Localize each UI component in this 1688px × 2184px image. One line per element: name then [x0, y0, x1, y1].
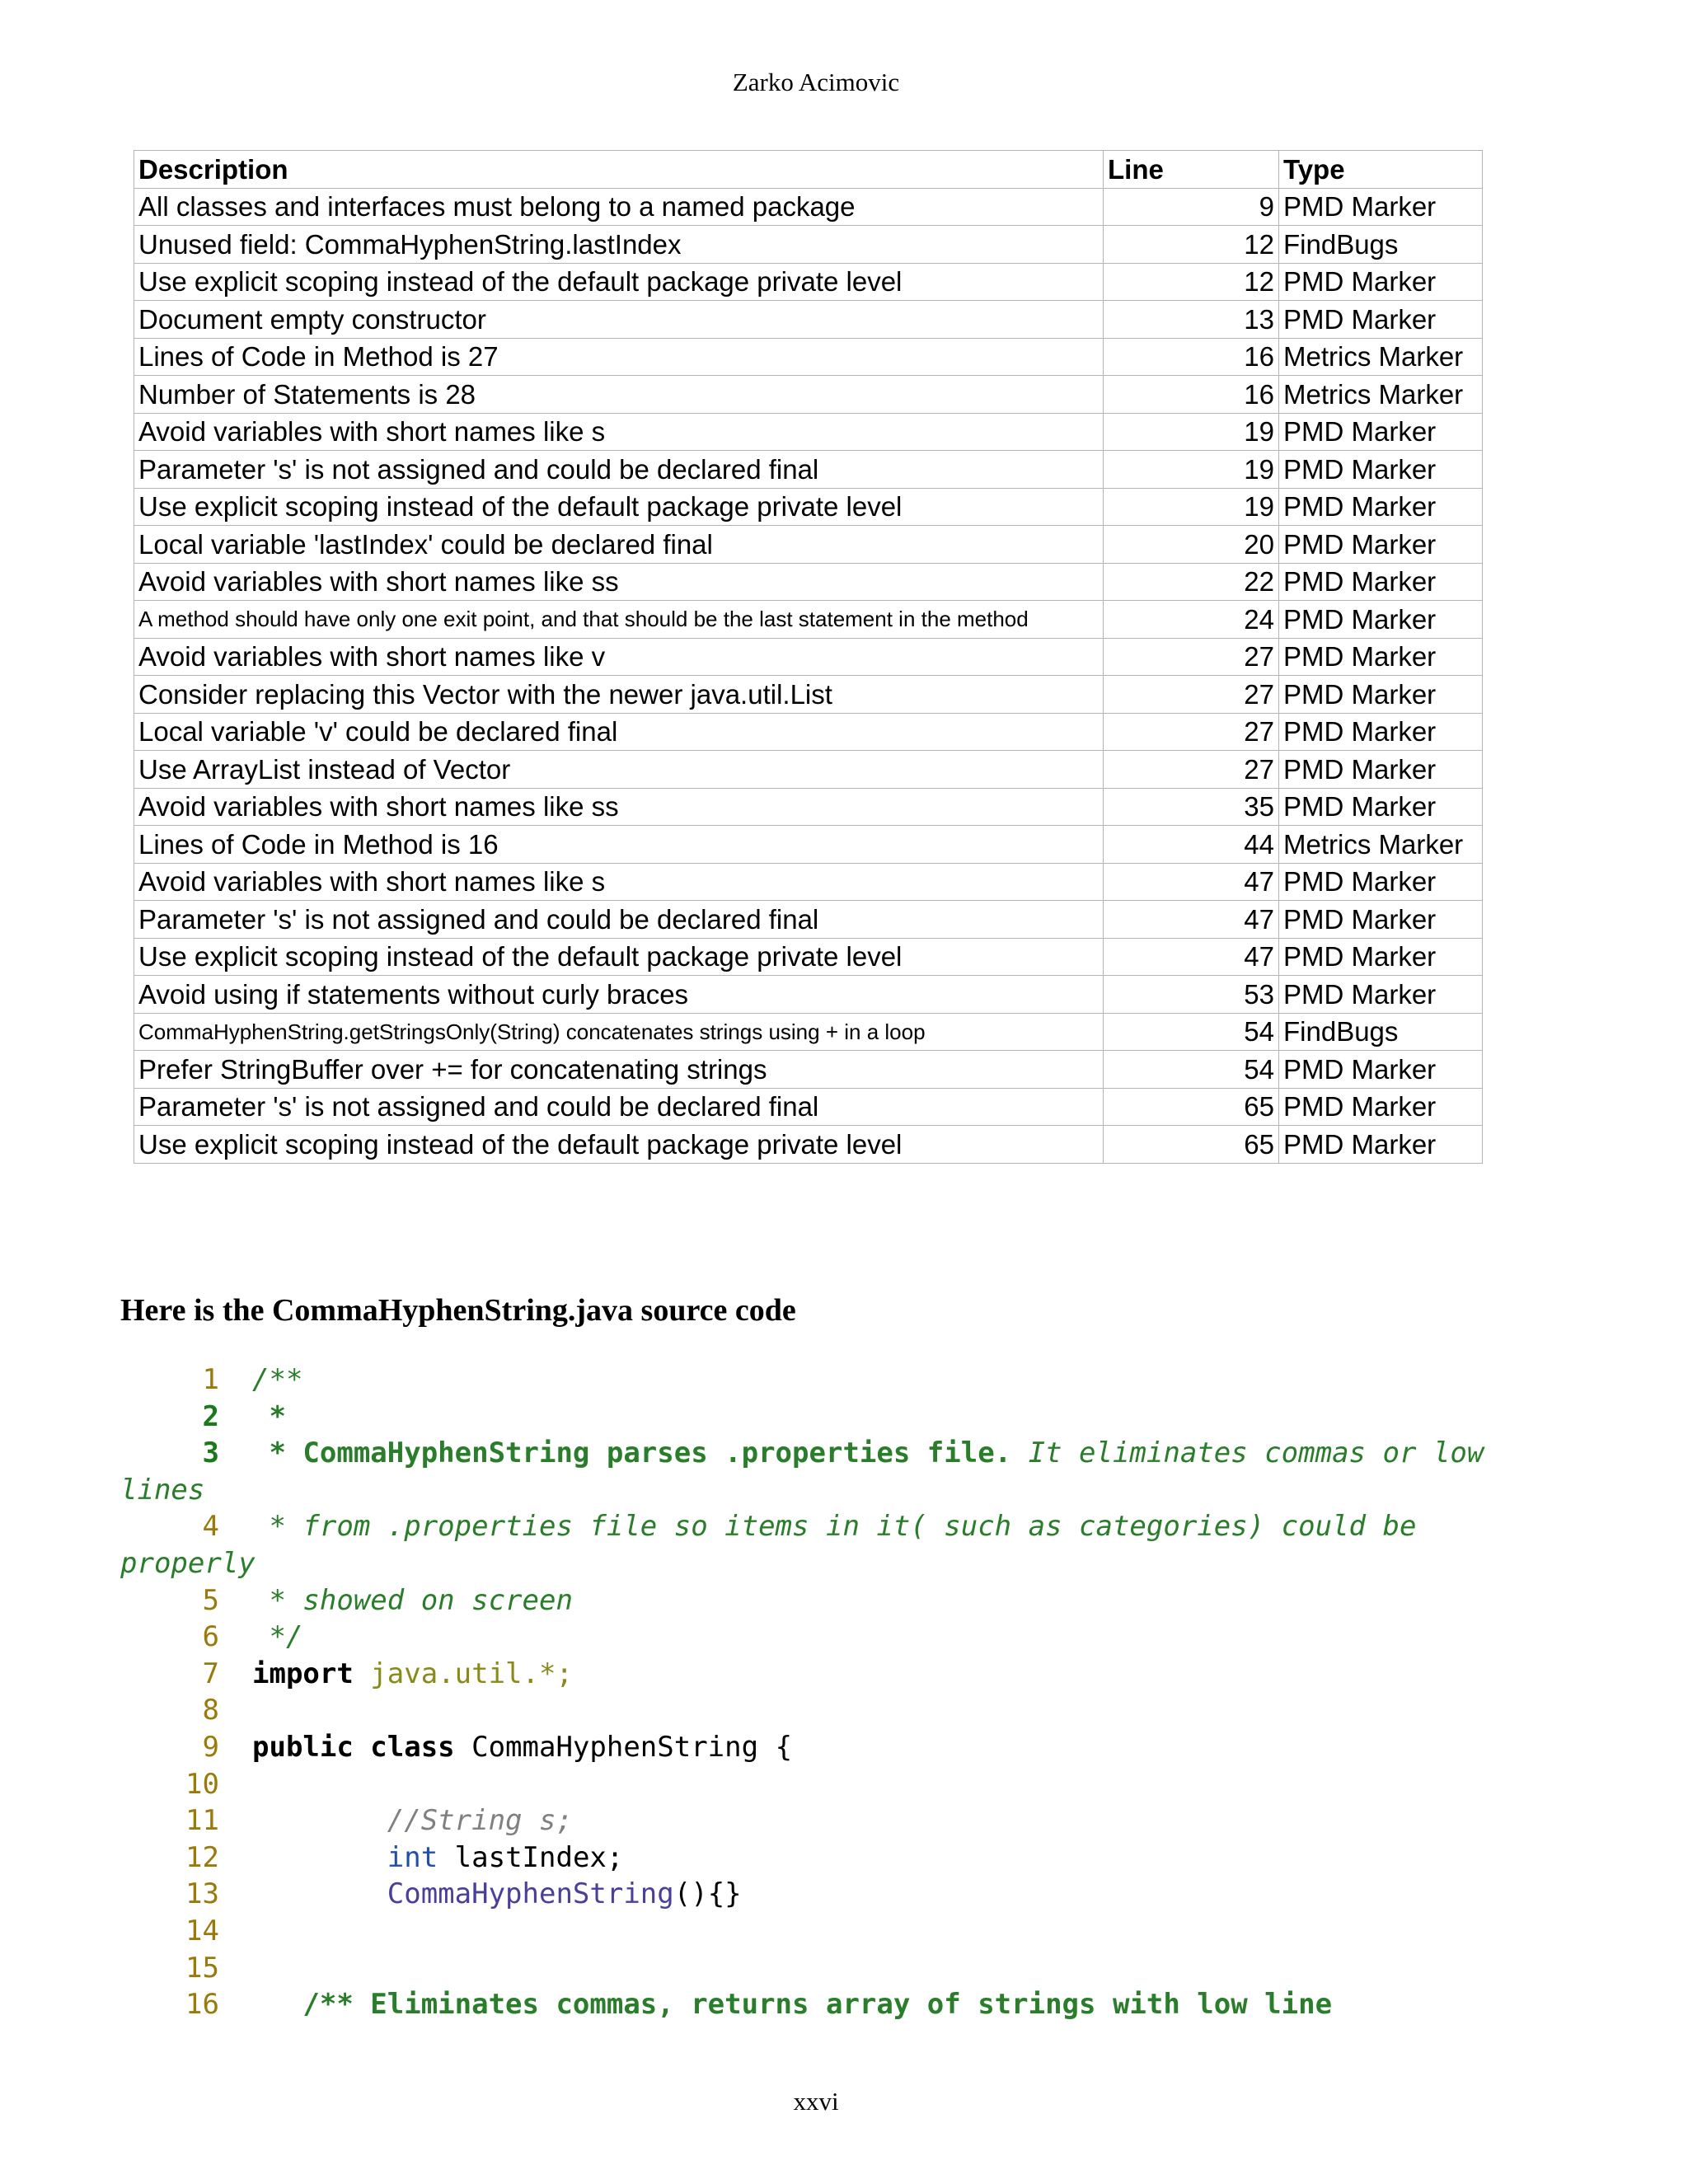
- cell-type: PMD Marker: [1279, 451, 1483, 489]
- line-number: 12: [185, 1840, 219, 1874]
- cell-description: Parameter 's' is not assigned and could be declared final: [134, 1088, 1104, 1126]
- cell-description: Use explicit scoping instead of the default package private level: [134, 938, 1104, 976]
- cell-description: Unused field: CommaHyphenString.lastIndex: [134, 226, 1104, 264]
- cell-line: 12: [1104, 226, 1279, 264]
- cell-line: 19: [1104, 451, 1279, 489]
- line-number: 1: [202, 1363, 219, 1396]
- code-line: [120, 1876, 1571, 1913]
- code-line: [120, 1692, 1571, 1729]
- code-line: [120, 1729, 1571, 1766]
- cell-line: 53: [1104, 976, 1279, 1014]
- code-token: /**: [252, 1363, 303, 1396]
- table-row: [134, 1126, 1483, 1164]
- table-row: [134, 488, 1483, 526]
- table-row: [134, 901, 1483, 939]
- cell-line: 47: [1104, 901, 1279, 939]
- cell-line: 65: [1104, 1126, 1279, 1164]
- cell-type: Metrics Marker: [1279, 826, 1483, 864]
- cell-type: PMD Marker: [1279, 901, 1483, 939]
- cell-line: 54: [1104, 1013, 1279, 1051]
- table-row: [134, 226, 1483, 264]
- code-token: import: [252, 1657, 354, 1690]
- line-number: 13: [185, 1877, 219, 1911]
- cell-line: 19: [1104, 488, 1279, 526]
- code-token: int: [387, 1840, 438, 1874]
- code-token: [252, 1804, 387, 1837]
- cell-line: 35: [1104, 788, 1279, 826]
- cell-type: PMD Marker: [1279, 263, 1483, 301]
- code-token: * CommaHyphenString parses .properties file.: [252, 1436, 1012, 1470]
- source-code-heading: Here is the CommaHyphenString.java source code: [120, 1293, 796, 1328]
- code-token: //String s;: [387, 1804, 573, 1838]
- cell-line: 19: [1104, 413, 1279, 451]
- header-line: Line: [1104, 151, 1279, 189]
- cell-type: PMD Marker: [1279, 1088, 1483, 1126]
- table-row: [134, 338, 1483, 376]
- line-number: 3: [202, 1436, 219, 1470]
- cell-description: Use explicit scoping instead of the default package private level: [134, 263, 1104, 301]
- cell-type: PMD Marker: [1279, 301, 1483, 339]
- cell-line: 27: [1104, 676, 1279, 714]
- cell-type: PMD Marker: [1279, 638, 1483, 676]
- cell-type: PMD Marker: [1279, 601, 1483, 639]
- cell-line: 47: [1104, 863, 1279, 901]
- table-row: [134, 1051, 1483, 1089]
- table-row: [134, 563, 1483, 601]
- cell-type: PMD Marker: [1279, 413, 1483, 451]
- code-token: CommaHyphenString {: [454, 1730, 793, 1764]
- cell-type: PMD Marker: [1279, 188, 1483, 226]
- code-token: public class: [252, 1730, 455, 1764]
- table-header-row: [134, 151, 1483, 189]
- cell-line: 54: [1104, 1051, 1279, 1089]
- cell-type: PMD Marker: [1279, 788, 1483, 826]
- table-row: [134, 638, 1483, 676]
- cell-line: 27: [1104, 751, 1279, 789]
- cell-description: Avoid variables with short names like s: [134, 863, 1104, 901]
- table-row: [134, 863, 1483, 901]
- cell-type: PMD Marker: [1279, 563, 1483, 601]
- cell-description: Use ArrayList instead of Vector: [134, 751, 1104, 789]
- cell-description: Avoid variables with short names like ss: [134, 788, 1104, 826]
- cell-description: Use explicit scoping instead of the default package private level: [134, 488, 1104, 526]
- table-row: [134, 713, 1483, 751]
- cell-line: 65: [1104, 1088, 1279, 1126]
- cell-description: Prefer StringBuffer over += for concatenating strings: [134, 1051, 1104, 1089]
- code-token: lastIndex;: [438, 1840, 624, 1874]
- line-number: 14: [185, 1914, 219, 1947]
- code-line: [120, 1582, 1571, 1619]
- code-token: * showed on screen: [252, 1583, 573, 1617]
- code-token: properly: [120, 1546, 256, 1580]
- line-number: 8: [202, 1694, 219, 1727]
- cell-description: Number of Statements is 28: [134, 376, 1104, 414]
- cell-description: Avoid variables with short names like v: [134, 638, 1104, 676]
- table-row: [134, 188, 1483, 226]
- line-number: 7: [202, 1657, 219, 1690]
- cell-description: Avoid variables with short names like s: [134, 413, 1104, 451]
- cell-line: 16: [1104, 338, 1279, 376]
- cell-type: Metrics Marker: [1279, 376, 1483, 414]
- issues-table-body: [134, 188, 1483, 1163]
- cell-description: Avoid variables with short names like ss: [134, 563, 1104, 601]
- cell-description: CommaHyphenString.getStringsOnly(String) concatenates strings using + in a loop: [134, 1013, 1104, 1051]
- cell-type: PMD Marker: [1279, 488, 1483, 526]
- cell-description: Local variable 'lastIndex' could be declared final: [134, 526, 1104, 564]
- line-number: 4: [202, 1510, 219, 1544]
- cell-type: PMD Marker: [1279, 976, 1483, 1014]
- table-row: [134, 526, 1483, 564]
- table-row: [134, 788, 1483, 826]
- cell-type: PMD Marker: [1279, 713, 1483, 751]
- table-row: [134, 413, 1483, 451]
- code-token: [252, 1877, 387, 1910]
- table-row: [134, 376, 1483, 414]
- code-token: (){}: [673, 1877, 742, 1911]
- cell-line: 12: [1104, 263, 1279, 301]
- cell-description: All classes and interfaces must belong to a named package: [134, 188, 1104, 226]
- table-row: [134, 263, 1483, 301]
- code-line: [120, 1361, 1571, 1399]
- cell-type: PMD Marker: [1279, 1126, 1483, 1164]
- code-line: [120, 1802, 1571, 1840]
- cell-description: A method should have only one exit point, and that should be the last statement in the method: [134, 601, 1104, 639]
- code-token: *: [252, 1399, 286, 1433]
- cell-description: Parameter 's' is not assigned and could be declared final: [134, 901, 1104, 939]
- line-number: 5: [202, 1583, 219, 1617]
- line-number: 16: [185, 1988, 219, 2022]
- cell-line: 24: [1104, 601, 1279, 639]
- cell-type: PMD Marker: [1279, 676, 1483, 714]
- cell-description: Document empty constructor: [134, 301, 1104, 339]
- line-number: 2: [202, 1399, 219, 1433]
- cell-line: 9: [1104, 188, 1279, 226]
- table-row: [134, 1088, 1483, 1126]
- cell-type: PMD Marker: [1279, 863, 1483, 901]
- code-line: [120, 1986, 1571, 2023]
- cell-line: 27: [1104, 638, 1279, 676]
- code-token: CommaHyphenString: [387, 1877, 674, 1911]
- code-token: * from .properties file so items in it( such as categories) could be: [252, 1510, 1417, 1544]
- table-row: [134, 301, 1483, 339]
- code-token: */: [252, 1620, 303, 1654]
- page-header-author: Zarko Acimovic: [732, 68, 900, 96]
- cell-type: PMD Marker: [1279, 751, 1483, 789]
- code-line: [120, 1545, 1571, 1582]
- code-token: /** Eliminates commas, returns array of strings with low line: [252, 1988, 1333, 2022]
- code-token: java.util.*;: [353, 1657, 573, 1690]
- code-token: It eliminates commas or low: [1011, 1436, 1484, 1470]
- code-token: [252, 1841, 387, 1874]
- cell-description: Lines of Code in Method is 16: [134, 826, 1104, 864]
- line-number: 15: [185, 1951, 219, 1985]
- cell-type: PMD Marker: [1279, 526, 1483, 564]
- table-row: [134, 976, 1483, 1014]
- code-line: [120, 1619, 1571, 1656]
- code-line: [120, 1840, 1571, 1877]
- source-code-listing: [120, 1361, 1571, 2023]
- table-row: [134, 451, 1483, 489]
- line-number: 9: [202, 1730, 219, 1764]
- cell-description: Local variable 'v' could be declared final: [134, 713, 1104, 751]
- cell-line: 20: [1104, 526, 1279, 564]
- cell-line: 44: [1104, 826, 1279, 864]
- page-number: xxvi: [793, 2087, 839, 2116]
- header-type: Type: [1279, 151, 1483, 189]
- cell-description: Use explicit scoping instead of the default package private level: [134, 1126, 1104, 1164]
- table-row: [134, 751, 1483, 789]
- table-row: [134, 826, 1483, 864]
- code-line: [120, 1656, 1571, 1693]
- code-token: lines: [120, 1473, 205, 1507]
- cell-line: 13: [1104, 301, 1279, 339]
- cell-description: Avoid using if statements without curly braces: [134, 976, 1104, 1014]
- code-line: [120, 1435, 1571, 1472]
- cell-line: 27: [1104, 713, 1279, 751]
- code-line: [120, 1913, 1571, 1950]
- cell-type: Metrics Marker: [1279, 338, 1483, 376]
- cell-description: Parameter 's' is not assigned and could be declared final: [134, 451, 1104, 489]
- table-row: [134, 676, 1483, 714]
- table-row: [134, 601, 1483, 639]
- code-line: [120, 1950, 1571, 1987]
- cell-type: FindBugs: [1279, 1013, 1483, 1051]
- cell-type: PMD Marker: [1279, 1051, 1483, 1089]
- code-line: [120, 1399, 1571, 1436]
- table-row: [134, 1013, 1483, 1051]
- cell-type: PMD Marker: [1279, 938, 1483, 976]
- issues-table: [134, 150, 1483, 1164]
- cell-line: 47: [1104, 938, 1279, 976]
- code-line: [120, 1472, 1571, 1509]
- line-number: 6: [202, 1620, 219, 1654]
- cell-description: Consider replacing this Vector with the newer java.util.List: [134, 676, 1104, 714]
- header-description: Description: [134, 151, 1104, 189]
- cell-type: FindBugs: [1279, 226, 1483, 264]
- cell-line: 16: [1104, 376, 1279, 414]
- line-number: 11: [185, 1804, 219, 1838]
- code-line: [120, 1508, 1571, 1545]
- cell-description: Lines of Code in Method is 27: [134, 338, 1104, 376]
- line-number: 10: [185, 1767, 219, 1801]
- code-line: [120, 1766, 1571, 1803]
- cell-line: 22: [1104, 563, 1279, 601]
- table-row: [134, 938, 1483, 976]
